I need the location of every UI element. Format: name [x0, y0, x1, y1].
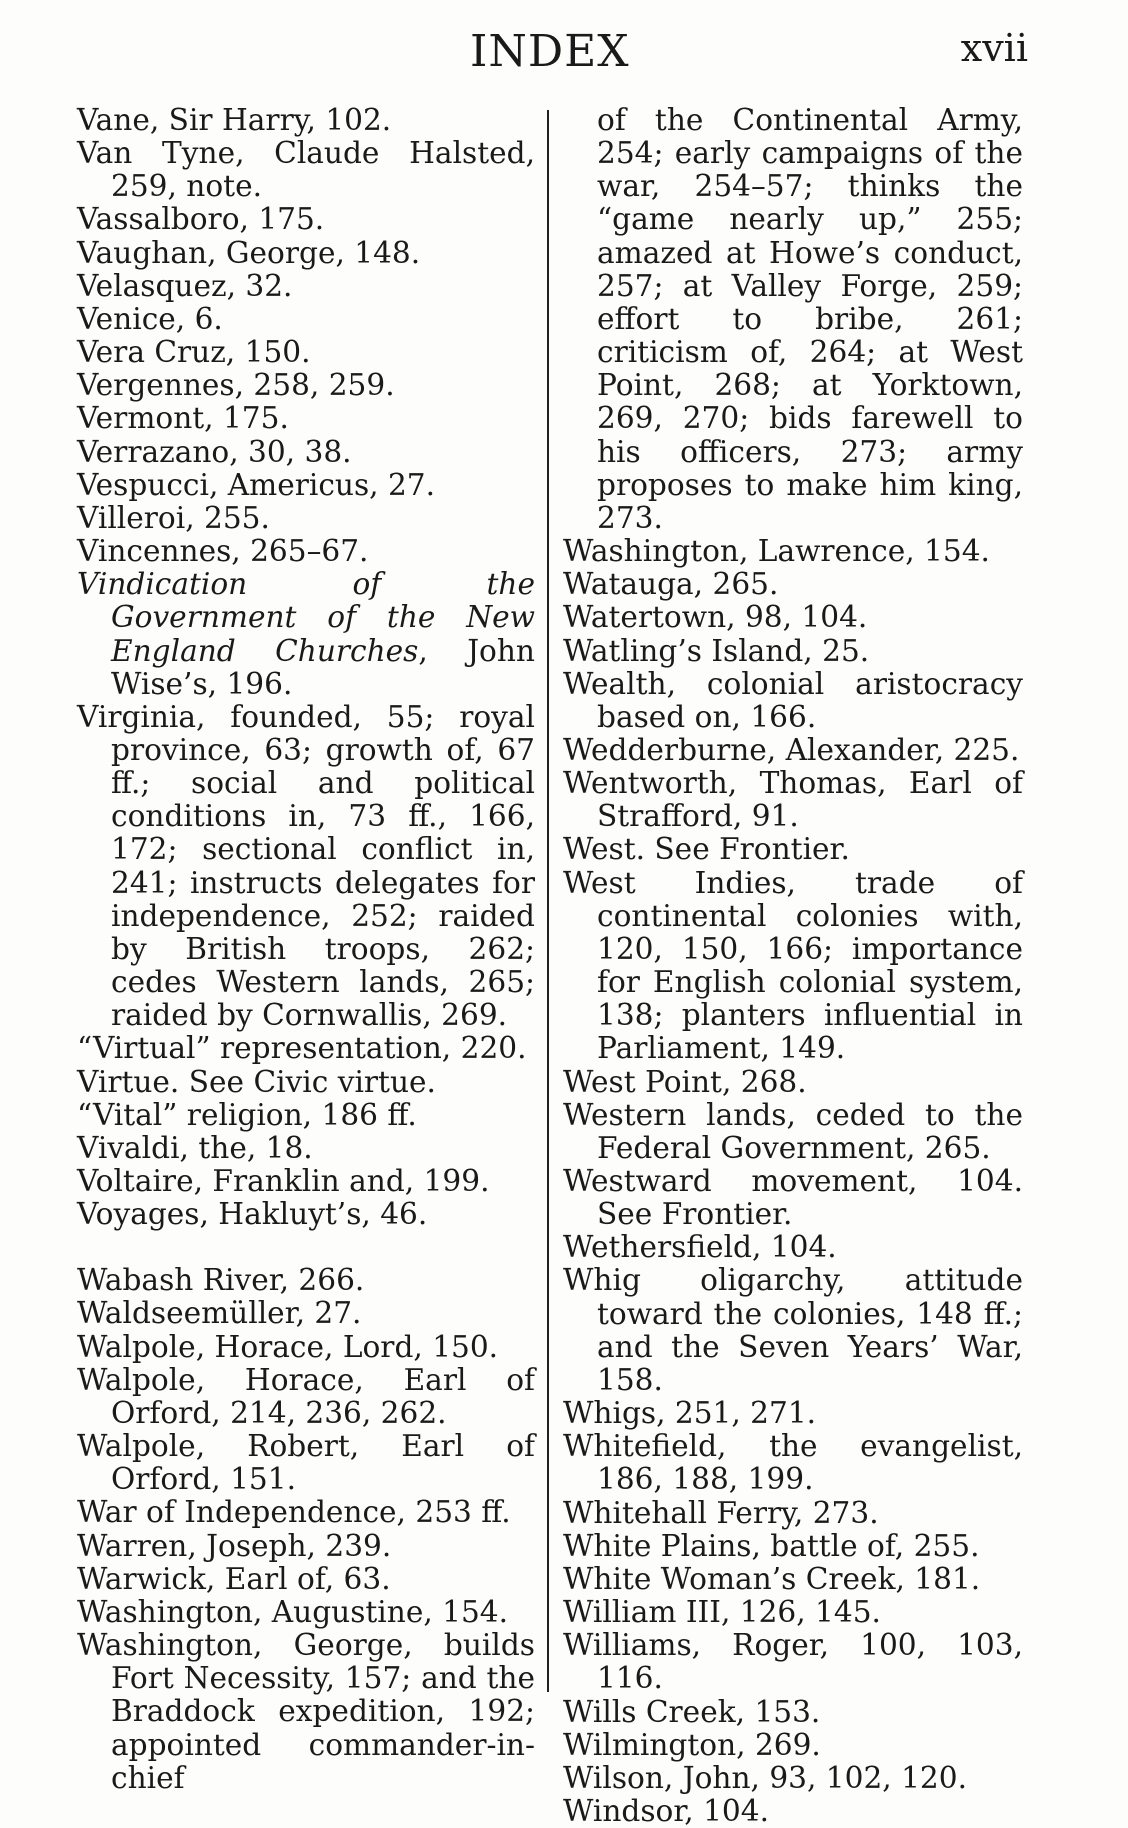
index-entry: Whigs, 251, 271.	[563, 1396, 817, 1431]
index-entry: Vincennes, 265–67.	[77, 534, 369, 569]
index-entry: Washington, Lawrence, 154.	[563, 534, 990, 569]
index-entry: Vaughan, George, 148.	[77, 235, 421, 270]
index-entry: Voltaire, Franklin and, 199.	[77, 1164, 490, 1198]
page-number: xvii	[960, 26, 1028, 70]
index-entry: William III, 126, 145.	[563, 1595, 881, 1630]
index-entry: Wilmington, 269.	[563, 1727, 821, 1762]
index-entry: Vera Cruz, 150.	[77, 335, 311, 370]
index-entry: Western lands, ceded to the Federal Government, 265.	[563, 1097, 1023, 1165]
index-entry: Vassalboro, 175.	[77, 202, 325, 237]
index-entry: White Woman’s Creek, 181.	[563, 1561, 981, 1596]
index-entry: Waldseemüller, 27.	[77, 1296, 362, 1331]
page-header	[0, 26, 1128, 86]
index-entry: Wealth, colonial aristocracy based on, 166.	[563, 666, 1023, 734]
index-entry: Walpole, Horace, Earl of Orford, 214, 236, 262.	[77, 1362, 535, 1430]
index-entry: West Point, 268.	[563, 1064, 807, 1099]
index-entry: Wabash River, 266.	[77, 1263, 365, 1298]
index-entry: Westward movement, 104. See Frontier.	[563, 1164, 1023, 1232]
index-entry: Wedderburne, Alexander, 225.	[563, 732, 1020, 767]
page-title: INDEX	[470, 26, 630, 77]
index-entry: Venice, 6.	[77, 301, 223, 336]
index-entry: Vivaldi, the, 18.	[77, 1130, 313, 1165]
index-entry: White Plains, battle of, 255.	[563, 1528, 980, 1563]
index-entry: “Virtual” representation, 220.	[77, 1031, 527, 1066]
index-entry: Washington, George, builds Fort Necessity, 157; and the Braddock expedition, 192; appointed commander-in-chief	[77, 1628, 535, 1795]
index-entry: Van Tyne, Claude Halsted, 259, note.	[77, 136, 535, 204]
index-entry: Watertown, 98, 104.	[563, 600, 868, 635]
index-entry: Velasquez, 32.	[77, 268, 293, 303]
index-entry: Walpole, Horace, Lord, 150.	[77, 1329, 499, 1364]
index-entry: Warwick, Earl of, 63.	[77, 1561, 391, 1596]
index-entry: Vergennes, 258, 259.	[77, 368, 395, 403]
column-divider	[547, 110, 549, 1692]
index-entry: Vermont, 175.	[77, 401, 289, 436]
index-entry: Wethersfield, 104.	[563, 1230, 837, 1265]
index-entry: West. See Frontier.	[563, 832, 850, 867]
index-entry: Walpole, Robert, Earl of Orford, 151.	[77, 1429, 535, 1497]
index-entry-italic-title: Vindication of the Government of the New England Churches, John Wise’s, 196.	[77, 567, 535, 701]
right-column	[563, 104, 1023, 1828]
index-entry: Voyages, Hakluyt’s, 46.	[77, 1197, 428, 1232]
index-entry: Williams, Roger, 100, 103, 116.	[563, 1628, 1023, 1696]
index-entry: Whig oligarchy, attitude toward the colonies, 148 ff.; and the Seven Years’ War, 158.	[563, 1263, 1023, 1397]
index-entry: Watauga, 265.	[563, 567, 779, 602]
index-entry: Warren, Joseph, 239.	[77, 1528, 392, 1563]
index-entry: Whitehall Ferry, 273.	[563, 1495, 879, 1530]
index-entry: War of Independence, 253 ff.	[77, 1495, 511, 1530]
index-entry: Wilson, John, 93, 102, 120.	[563, 1760, 967, 1795]
index-entry: Wills Creek, 153.	[563, 1694, 821, 1729]
left-column	[77, 104, 535, 1795]
index-entry: West Indies, trade of continental colonies with, 120, 150, 166; importance for English colonial system, 138; planters influential in Parliament, 149.	[563, 865, 1023, 1066]
index-entry: Vane, Sir Harry, 102.	[77, 103, 392, 137]
index-entry: Windsor, 104.	[563, 1793, 769, 1828]
index-entry: “Vital” religion, 186 ff.	[77, 1097, 417, 1132]
index-entry: Villeroi, 255.	[77, 500, 270, 535]
index-entry-continued: of the Continental Army, 254; early campaigns of the war, 254–57; thinks the “game nearly up,” 255; amazed at Howe’s conduct, 257; at Valley Forge, 259; effort to bribe, 261; criticism of, 264; at West Point, 268; at Yorktown, 269, 270; bids farewell to his officers, 273; army proposes to make him king, 273.	[597, 103, 1023, 535]
index-entry: Vespucci, Americus, 27.	[77, 467, 436, 502]
book-title: Vindication of the Government of the New England Churches	[77, 567, 535, 668]
index-entry: Watling’s Island, 25.	[563, 633, 870, 668]
index-entry: Verrazano, 30, 38.	[77, 434, 352, 469]
index-entry: Whitefield, the evangelist, 186, 188, 199.	[563, 1429, 1023, 1497]
index-entry: Virtue. See Civic virtue.	[77, 1064, 436, 1099]
index-entry: Virginia, founded, 55; royal province, 63; growth of, 67 ff.; social and political conditions in, 73 ff., 166, 172; sectional conflict in, 241; instructs delegates for independence, 252; raided by British troops, 262; cedes Western lands, 265; raided by Cornwallis, 269.	[77, 699, 535, 1033]
index-entry: Wentworth, Thomas, Earl of Strafford, 91.	[563, 766, 1023, 834]
index-entry: Washington, Augustine, 154.	[77, 1594, 509, 1629]
